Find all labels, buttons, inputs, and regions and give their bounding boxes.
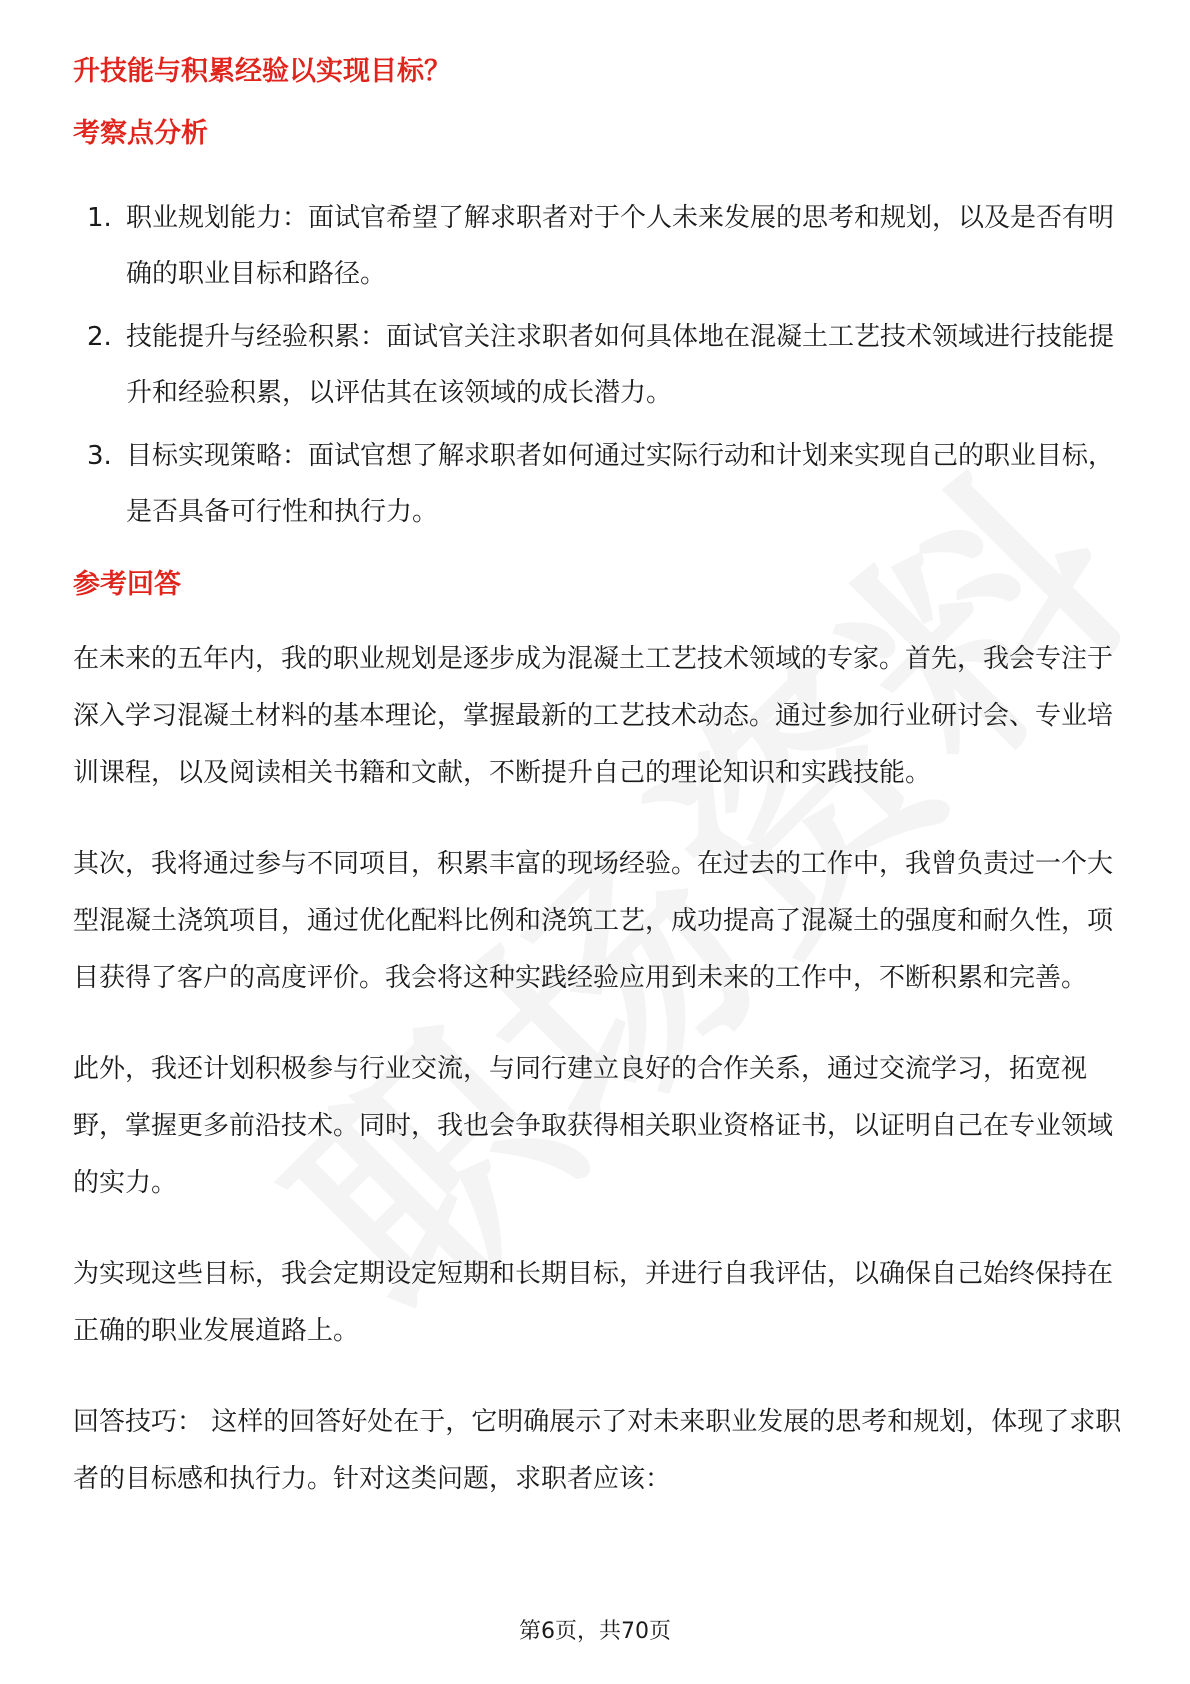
page-number-footer: 第6页，共70页 [519, 1619, 671, 1644]
analysis-point [73, 190, 1123, 302]
question-heading-tail: 升技能与积累经验以实现目标？ [73, 56, 451, 87]
analysis-point-text: 技能提升与经验积累：面试官关注求职者如何具体地在混凝土工艺技术领域进行技能提升和经验积累，以评估其在该领域的成长潜力。 [126, 322, 1115, 408]
analysis-list [73, 190, 1123, 540]
answer-paragraph: 此外，我还计划积极参与行业交流，与同行建立良好的合作关系，通过交流学习，拓宽视野，掌握更多前沿技术。同时，我也会争取获得相关职业资格证书，以证明自己在专业领域的实力。 [73, 1054, 1114, 1198]
answer-paragraph: 为实现这些目标，我会定期设定短期和长期目标，并进行自我评估，以确保自己始终保持在正确的职业发展道路上。 [73, 1259, 1114, 1346]
analysis-point-number: 3. [87, 441, 112, 471]
page-content [73, 48, 1123, 1508]
answer-tips-paragraph: 回答技巧： 这样的回答好处在于，它明确展示了对未来职业发展的思考和规划，体现了求职者的目标感和执行力。针对这类问题，求职者应该： [73, 1407, 1122, 1494]
analysis-point [73, 309, 1123, 421]
analysis-point-text: 职业规划能力：面试官希望了解求职者对于个人未来发展的思考和规划，以及是否有明确的职业目标和路径。 [126, 203, 1115, 289]
answer-paragraph: 其次，我将通过参与不同项目，积累丰富的现场经验。在过去的工作中，我曾负责过一个大型混凝土浇筑项目，通过优化配料比例和浇筑工艺，成功提高了混凝土的强度和耐久性，项目获得了客户的高度评价。我会将这种实践经验应用到未来的工作中，不断积累和完善。 [73, 849, 1114, 993]
analysis-point [73, 428, 1123, 540]
answer-paragraph: 在未来的五年内，我的职业规划是逐步成为混凝土工艺技术领域的专家。首先，我会专注于深入学习混凝土材料的基本理论，掌握最新的工艺技术动态。通过参加行业研讨会、专业培训课程，以及阅读相关书籍和文献，不断提升自己的理论知识和实践技能。 [73, 644, 1114, 788]
answer-heading: 参考回答 [73, 569, 181, 600]
analysis-point-text: 目标实现策略：面试官想了解求职者如何通过实际行动和计划来实现自己的职业目标，是否具备可行性和执行力。 [126, 441, 1115, 527]
analysis-heading: 考察点分析 [73, 118, 208, 149]
analysis-point-number: 2. [87, 322, 112, 352]
analysis-point-number: 1. [87, 203, 112, 233]
